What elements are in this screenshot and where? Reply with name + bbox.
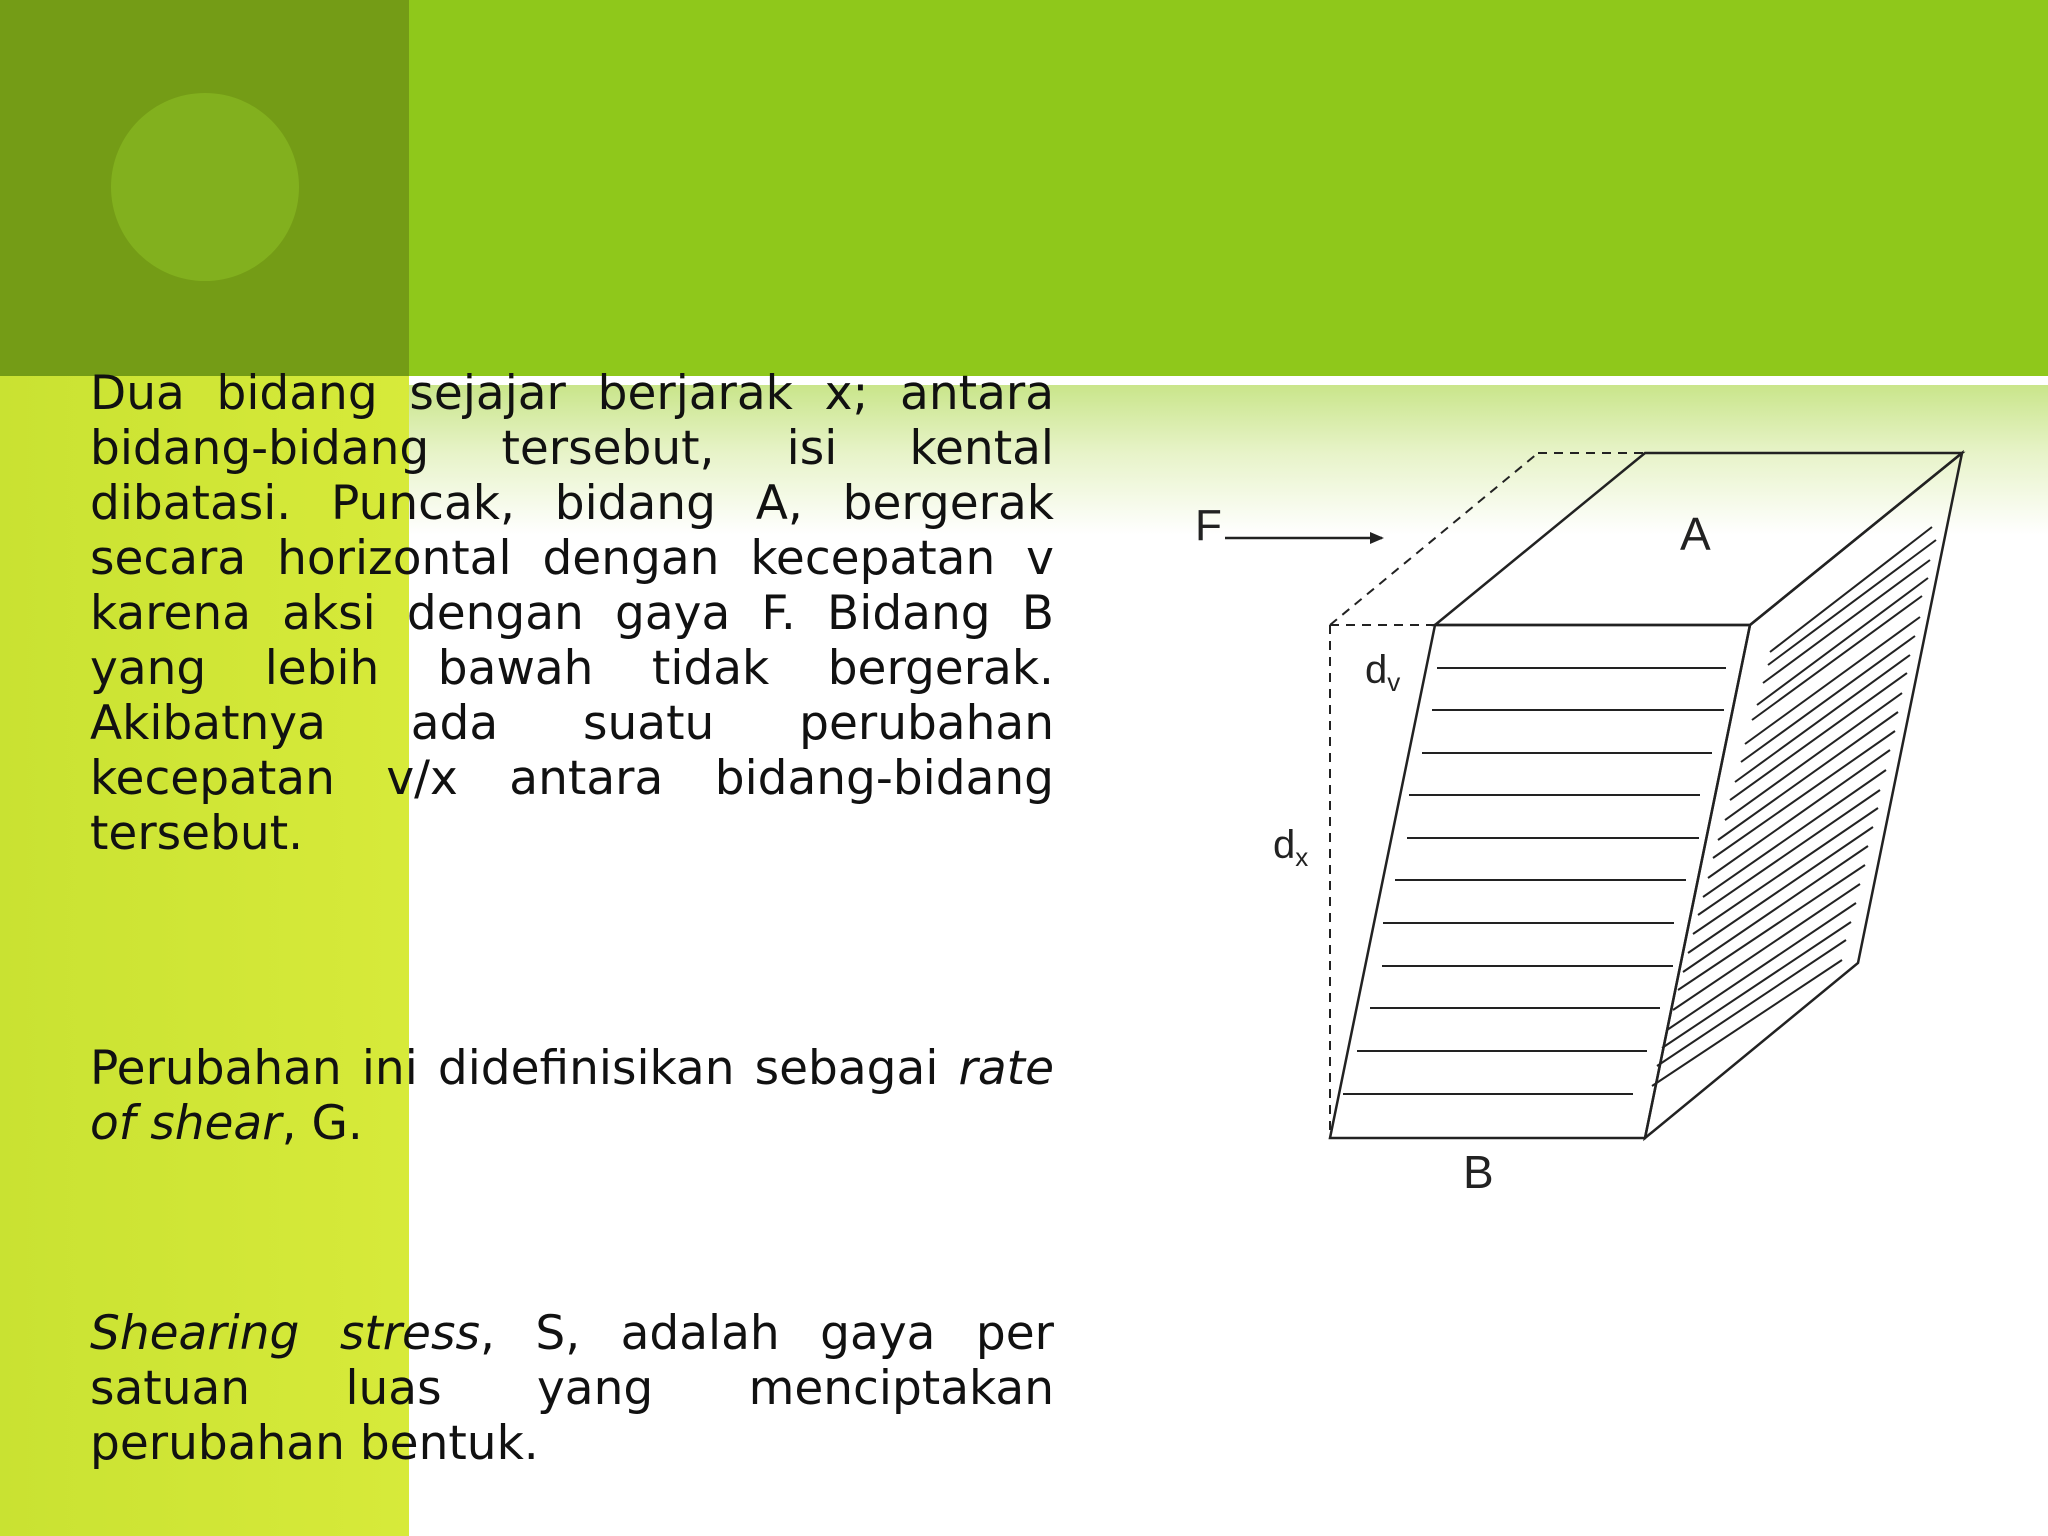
paragraph-shearing-stress [90,1306,1054,1471]
side-face-layers [1652,527,1936,1086]
paragraph-3-text: , S, adalah gaya per satuan luas yang menciptakan perubahan bentuk. [90,1306,1054,1471]
paragraph-2-end: , G. [281,1096,363,1151]
label-plane-a: A [1680,508,1711,560]
paragraph-2-text: Perubahan ini didefinisikan sebagai [90,1041,959,1096]
paragraph-definition [90,366,1054,861]
label-force: F [1195,501,1222,550]
shear-diagram [1150,420,2010,1220]
paragraph-1-text: Dua bidang sejajar berjarak x; antara bidang-bidang tersebut, isi kental dibatasi. Puncak, bidang A, bergerak secara horizontal dengan kecepatan v karena aksi dengan gaya F. Bidang B yang lebih bawah tidak bergerak. Akibatnya ada suatu perubahan kecepatan v/x antara bidang-bidang tersebut. [90,366,1054,861]
rate-of-shear-term: rate of shear [90,1041,1054,1151]
decorative-circle [111,93,299,281]
shearing-stress-term: Shearing stress [90,1306,480,1361]
label-dv: $d_v$ [1365,648,1401,697]
slide-body [90,366,1054,1471]
label-plane-b: B [1463,1146,1494,1198]
label-dx: $d_x$ [1273,823,1309,872]
paragraph-rate-of-shear [90,1041,1054,1151]
